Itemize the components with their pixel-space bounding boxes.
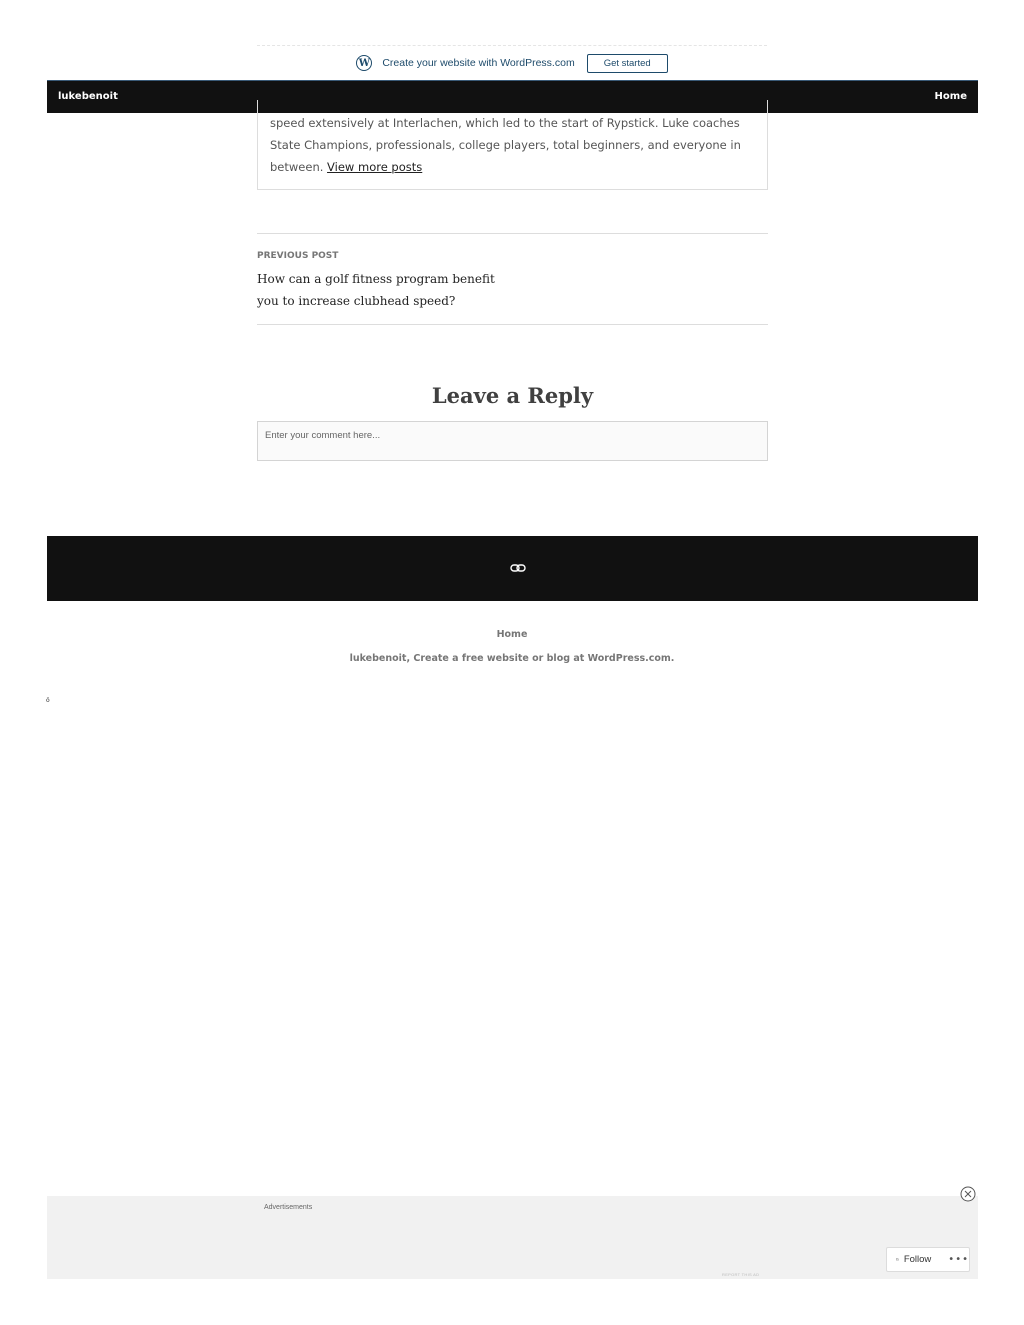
- previous-post-label: PREVIOUS POST: [257, 251, 339, 261]
- footer-site-link[interactable]: lukebenoit: [349, 653, 407, 664]
- comment-input[interactable]: Enter your comment here...: [257, 421, 768, 461]
- promo-text[interactable]: Create your website with WordPress.com: [382, 57, 575, 69]
- author-bio: [270, 112, 750, 178]
- link-icon[interactable]: [510, 562, 526, 574]
- footer-wordpress-link[interactable]: Create a free website or blog at WordPress.com.: [413, 653, 675, 664]
- author-bio-box: [257, 100, 768, 190]
- reply-heading: Leave a Reply: [431, 383, 594, 408]
- get-started-button[interactable]: Get started: [587, 54, 668, 73]
- site-title-link[interactable]: lukebenoit: [58, 91, 118, 102]
- follow-reader-icon: [896, 1254, 899, 1265]
- author-bio-text: speed extensively at Interlachen, which led to the start of Rypstick. Luke coaches State Champions, professionals, college players, total beginners, and everyone in between.: [270, 116, 741, 174]
- footer-social-bar: [47, 536, 978, 601]
- follow-button[interactable]: Follow: [903, 1254, 932, 1265]
- previous-post-link[interactable]: How can a golf fitness program benefit you to increase clubhead speed?: [257, 272, 495, 308]
- more-options-icon[interactable]: •••: [948, 1254, 969, 1265]
- post-navigation: [257, 233, 768, 325]
- close-ad-icon[interactable]: [960, 1186, 976, 1202]
- view-more-posts-link[interactable]: View more posts: [327, 160, 423, 174]
- footer-home-link[interactable]: Home: [496, 629, 528, 640]
- report-ad-link[interactable]: REPORT THIS AD: [722, 1272, 760, 1277]
- follow-widget[interactable]: [886, 1247, 970, 1272]
- tracking-glyph: ö: [46, 697, 50, 704]
- advertisements-label: Advertisements: [264, 1204, 313, 1211]
- wordpress-promo-banner: [257, 45, 767, 80]
- wordpress-logo-icon[interactable]: W: [356, 55, 372, 71]
- nav-home-link[interactable]: Home: [934, 91, 967, 102]
- advertisement-area: [47, 1196, 978, 1279]
- footer-credit: lukebenoit, Create a free website or blog at WordPress.com.: [349, 653, 675, 664]
